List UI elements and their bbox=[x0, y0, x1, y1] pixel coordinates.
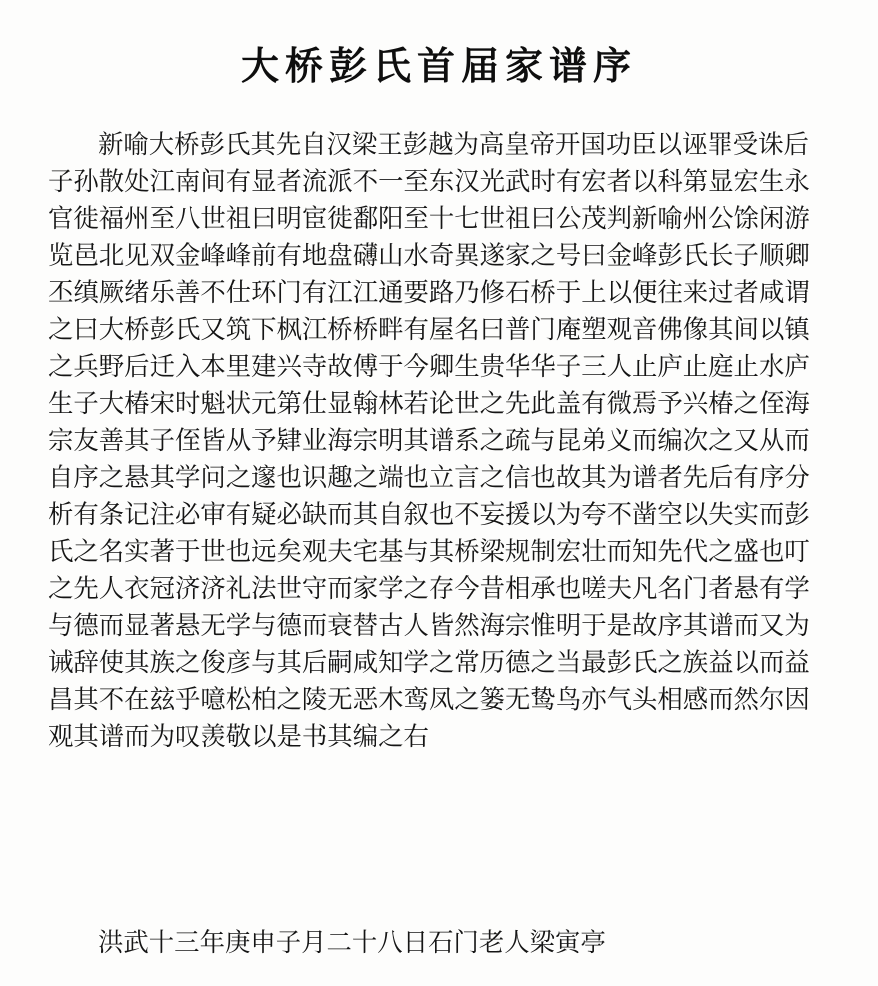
text-line: 生子大椿宋时魁状元第仕显翰林若论世之先此盖有微焉予兴椿之侄海 bbox=[48, 388, 810, 418]
text-line: 昌其不在玆乎噫松柏之陵无恶木鸾凤之篓无鸷鸟亦气头相感而然尔因 bbox=[48, 684, 810, 714]
document-title: 大桥彭氏首届家谱序 bbox=[240, 44, 637, 88]
text-line: 之先人衣冠济济礼法世守而家学之存今昔相承也嗟夫凡名门者悬有学 bbox=[48, 573, 810, 603]
text-line: 之兵野后迁入本里建兴寺故傅于今卿生贵华华子三人止庐止庭止水庐 bbox=[48, 351, 810, 381]
text-line: 观其谱而为叹羡敬以是书其编之右 bbox=[48, 721, 429, 751]
text-line: 析有条记注必审有疑必缺而其自叙也不妄援以为夸不凿空以失实而彭 bbox=[48, 499, 810, 529]
preface-body bbox=[48, 126, 848, 755]
text-line: 官徙福州至八世祖曰明宦徙鄱阳至十七世祖曰公茂判新喻州公馀闲游 bbox=[48, 203, 810, 233]
text-line: 子孙散处江南间有显者流派不一至东汉光武时有宏者以科第显宏生永 bbox=[48, 166, 810, 196]
text-line: 丕缜厥绪乐善不仕环门有江江通要路乃修石桥于上以便往来过者咸谓 bbox=[48, 277, 810, 307]
text-line: 览邑北见双金峰峰前有地盘礴山水奇異遂家之号曰金峰彭氏长子顺卿 bbox=[48, 240, 810, 270]
text-line: 宗友善其子侄皆从予肄业海宗明其谱系之疏与昆弟义而编次之又从而 bbox=[48, 425, 810, 455]
text-line: 与德而显著悬无学与德而衰替古人皆然海宗惟明于是故序其谱而又为 bbox=[48, 610, 810, 640]
text-line: 氏之名实著于世也远矣观夫宅基与其桥梁规制宏壮而知先代之盛也叮 bbox=[48, 536, 810, 566]
signature-line: 洪武十三年庚申子月二十八日石门老人梁寅亭 bbox=[98, 927, 606, 957]
text-line: 之曰大桥彭氏又筑下枫江桥桥畔有屋名曰普门庵塑观音佛像其间以镇 bbox=[48, 314, 810, 344]
text-line: 自序之悬其学问之邃也识趣之端也立言之信也故其为谱者先后有序分 bbox=[48, 462, 810, 492]
text-line: 诫辞使其族之俊彦与其后嗣咸知学之常历德之当最彭氏之族益以而益 bbox=[48, 647, 810, 677]
text-line: 新喻大桥彭氏其先自汉梁王彭越为高皇帝开国功臣以诬罪受诛后 bbox=[98, 129, 809, 159]
